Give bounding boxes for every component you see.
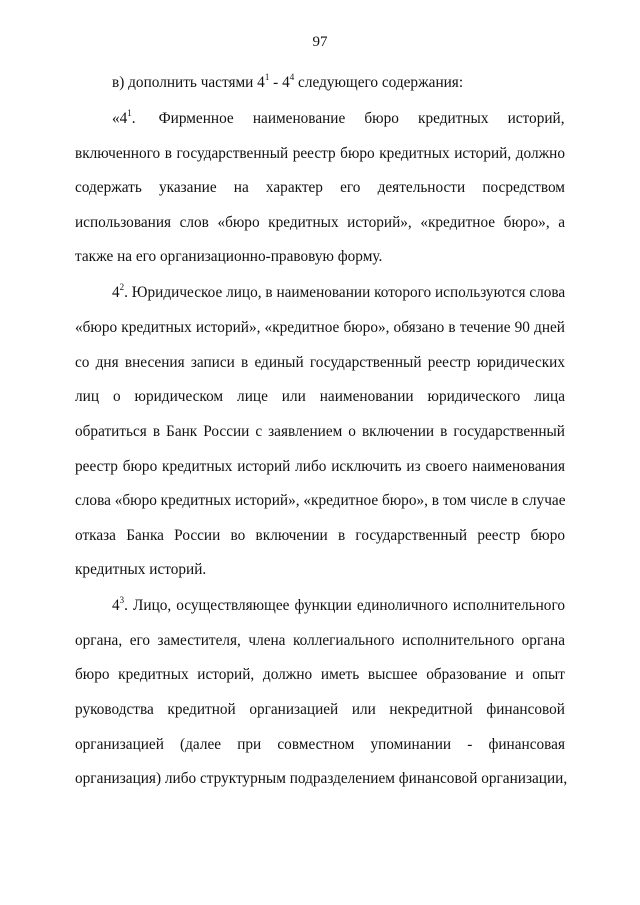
text-line-17: органа, его заместителя, члена коллегиального исполнительного органа [75, 632, 565, 649]
text-line-3: включенного в государственный реестр бюро кредитных историй, должно [75, 145, 565, 162]
text-line-21: организация) либо структурным подразделением финансовой организации, [75, 770, 568, 787]
text-line-16: $4^3$. Лицо, осуществляющее функции единоличного исполнительного [112, 594, 565, 614]
text-line-2: «$4^1$. Фирменное наименование бюро кредитных историй, [112, 107, 565, 127]
text-line-11: обратиться в Банк России с заявлением о включении в государственный [75, 423, 565, 440]
text-line-6: также на его организационно-правовую форму. [75, 248, 383, 265]
text-line-14: отказа Банка России во включении в государственный реестр бюро [75, 527, 565, 544]
text-line-15: кредитных историй. [75, 561, 207, 578]
text-line-9: со дня внесения записи в единый государственный реестр юридических [75, 354, 565, 371]
text-line-20: организацией (далее при совместном упоминании - финансовая [75, 736, 565, 753]
text-line-12: реестр бюро кредитных историй либо исключить из своего наименования [75, 458, 565, 475]
text-line-5: использования слов «бюро кредитных историй», «кредитное бюро», а [75, 214, 565, 231]
text-line-10: лиц о юридическом лице или наименовании юридического лица [75, 388, 565, 405]
text-line-13: слова «бюро кредитных историй», «кредитное бюро», в том числе в случае [75, 492, 566, 509]
text-line-1: в) дополнить частями $4^1 - 4^4$ следующего содержания: [112, 71, 464, 91]
text-line-8: «бюро кредитных историй», «кредитное бюро», обязано в течение 90 дней [75, 319, 565, 336]
page-number: 97 [312, 34, 328, 50]
text-line-19: руководства кредитной организацией или некредитной финансовой [75, 701, 565, 718]
text-line-7: $4^2$. Юридическое лицо, в наименовании которого используются слова [112, 281, 566, 301]
text-line-4: содержать указание на характер его деятельности посредством [75, 179, 565, 196]
text-line-18: бюро кредитных историй, должно иметь высшее образование и опыт [75, 666, 565, 683]
